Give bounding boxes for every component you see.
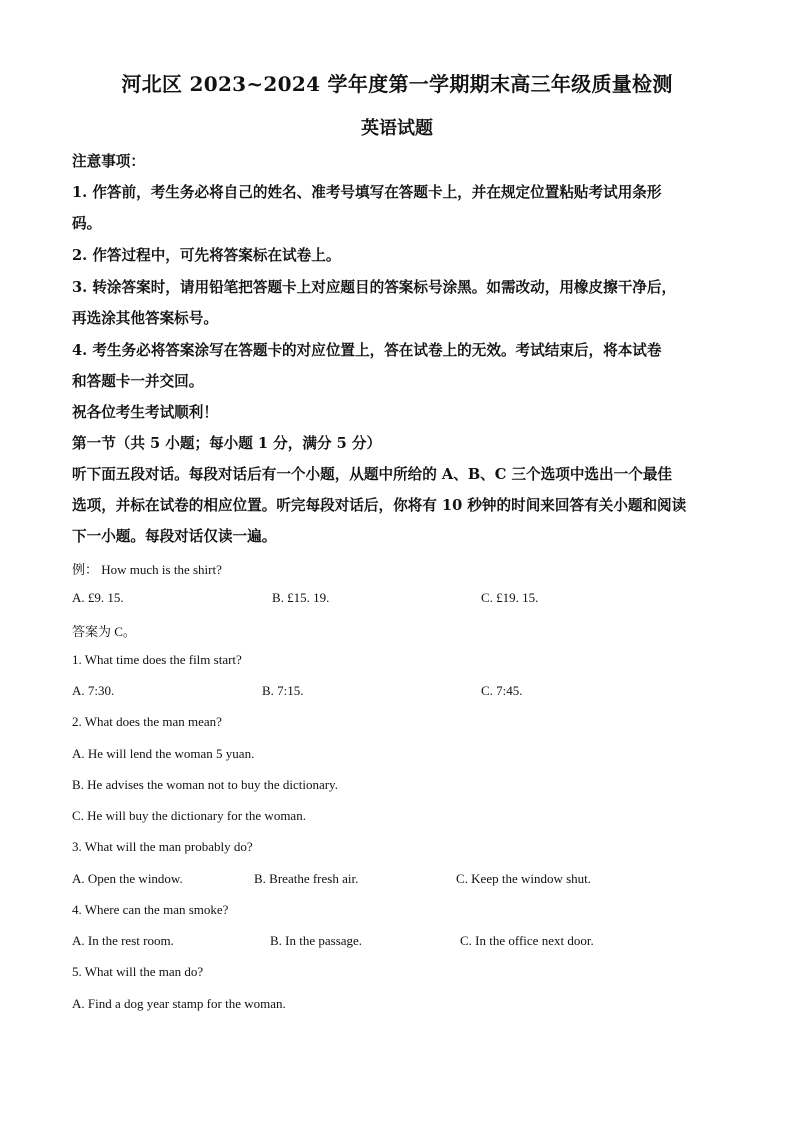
notice-item-1-line-2: 码。 bbox=[72, 215, 102, 232]
section-instruction-line-1: 听下面五段对话。每段对话后有一个小题，从题中所给的 A、B、C 三个选项中选出一个最佳 bbox=[72, 466, 673, 483]
question-1-option-c: C. 7:45. bbox=[481, 683, 523, 698]
question-3: 3. What will the man probably do? bbox=[72, 839, 253, 854]
notice-wish: 祝各位考生考试顺利！ bbox=[72, 404, 218, 421]
question-5-option-a: A. Find a dog year stamp for the woman. bbox=[72, 996, 286, 1011]
notice-item-3-line-2: 再选涂其他答案标号。 bbox=[72, 310, 218, 327]
example-option-b: B. £15. 19. bbox=[272, 590, 330, 605]
question-3-option-a: A. Open the window. bbox=[72, 871, 183, 886]
notice-item-1-line-1: 1. 作答前，考生务必将自己的姓名、准考号填写在答题卡上，并在规定位置粘贴考试用条形 bbox=[72, 184, 662, 201]
question-4-option-b: B. In the passage. bbox=[270, 933, 363, 948]
question-5: 5. What will the man do? bbox=[72, 964, 204, 979]
section-instruction-line-2: 选项，并标在试卷的相应位置。听完每段对话后，你将有 10 秒钟的时间来回答有关小题和阅读 bbox=[72, 497, 687, 514]
notice-item-2: 2. 作答过程中，可先将答案标在试卷上。 bbox=[72, 247, 341, 264]
question-2-option-c: C. He will buy the dictionary for the woman. bbox=[72, 808, 306, 823]
question-2-option-a: A. He will lend the woman 5 yuan. bbox=[72, 746, 255, 761]
section-instruction-line-3: 下一小题。每段对话仅读一遍。 bbox=[72, 528, 277, 545]
example-option-a: A. £9. 15. bbox=[72, 590, 124, 605]
question-1-option-a: A. 7:30. bbox=[72, 683, 115, 698]
notice-item-4-line-1: 4. 考生务必将答案涂写在答题卡的对应位置上，答在试卷上的无效。考试结束后，将本试卷 bbox=[72, 342, 662, 359]
question-2-option-b: B. He advises the woman not to buy the dictionary. bbox=[72, 777, 338, 792]
example-option-c: C. £19. 15. bbox=[481, 590, 539, 605]
question-4-option-a: A. In the rest room. bbox=[72, 933, 174, 948]
page-title: 河北区 2023~2024 学年度第一学期期末高三年级质量检测 bbox=[121, 72, 673, 96]
question-2: 2. What does the man mean? bbox=[72, 714, 222, 729]
notice-item-4-line-2: 和答题卡一并交回。 bbox=[72, 373, 204, 390]
question-4: 4. Where can the man smoke? bbox=[72, 902, 229, 917]
question-3-option-c: C. Keep the window shut. bbox=[456, 871, 592, 886]
notice-item-3-line-1: 3. 转涂答案时，请用铅笔把答题卡上对应题目的答案标号涂黑。如需改动，用橡皮擦干净后， bbox=[72, 279, 677, 296]
notice-heading: 注意事项： bbox=[72, 153, 145, 170]
question-1: 1. What time does the film start? bbox=[72, 652, 242, 667]
question-4-option-c: C. In the office next door. bbox=[460, 933, 594, 948]
question-1-option-b: B. 7:15. bbox=[262, 683, 304, 698]
question-3-option-b: B. Breathe fresh air. bbox=[254, 871, 359, 886]
example-question: 例： How much is the shirt? bbox=[72, 562, 222, 577]
page-subtitle: 英语试题 bbox=[361, 118, 433, 139]
example-answer: 答案为 C。 bbox=[72, 624, 136, 639]
section-heading: 第一节（共 5 小题；每小题 1 分，满分 5 分） bbox=[72, 435, 382, 452]
